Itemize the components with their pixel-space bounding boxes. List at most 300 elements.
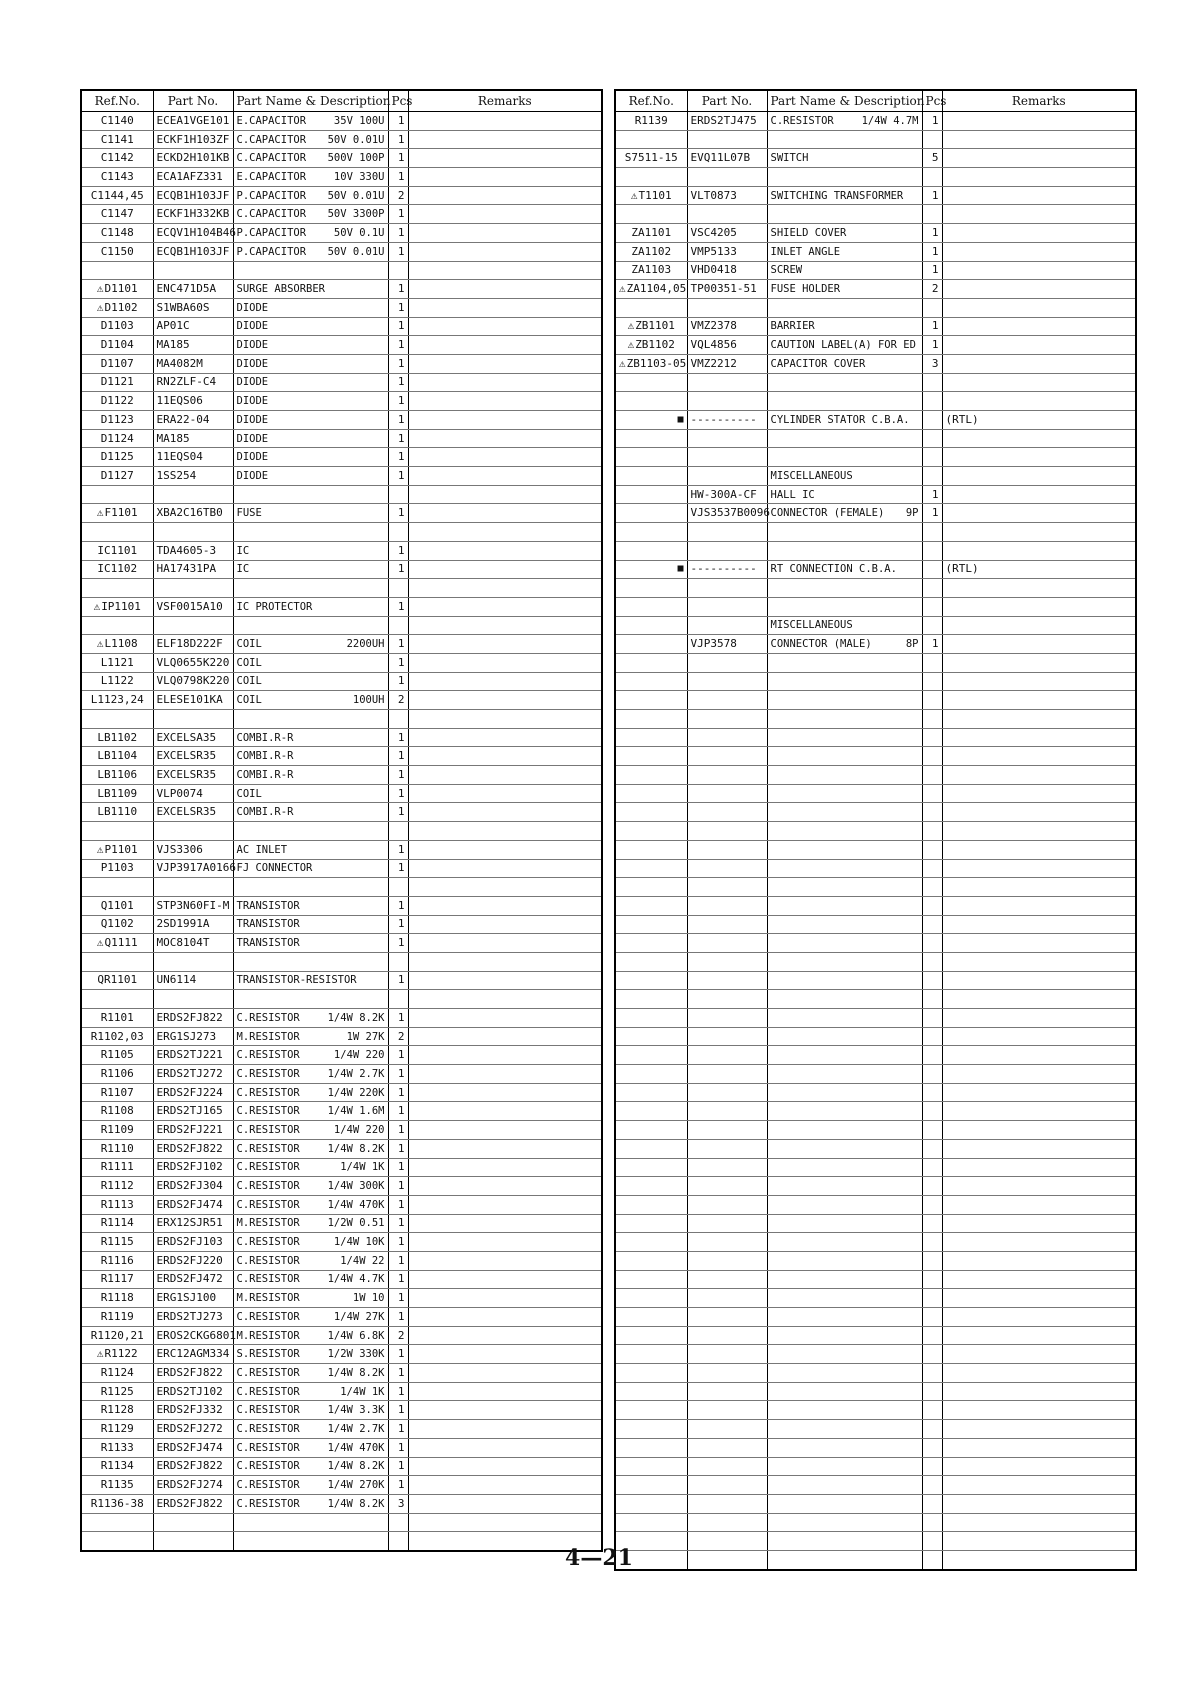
pcs-cell (388, 467, 408, 486)
ref-cell (81, 840, 153, 859)
table-row (81, 579, 602, 598)
ref-cell (81, 1364, 153, 1383)
part-number: ECQB1H103JF (156, 244, 230, 258)
description-cell (767, 803, 922, 822)
part-number-cell (687, 336, 767, 355)
remarks-cell (942, 392, 1136, 411)
header-pcs: Pcs (388, 90, 408, 112)
pcs-cell (922, 186, 942, 205)
table-row (81, 560, 602, 579)
part-spec: 1/4W 2.7K (327, 1422, 385, 1435)
description-cell (767, 1457, 922, 1476)
part-number-cell (687, 149, 767, 168)
table-row (81, 261, 602, 280)
part-number-cell (687, 915, 767, 934)
ref-number: D1125 (100, 450, 134, 464)
remarks-cell (942, 1308, 1136, 1327)
table-row (615, 1345, 1136, 1364)
pcs-cell (922, 1420, 942, 1439)
pcs-cell (922, 448, 942, 467)
part-number: EXCELSR35 (156, 767, 217, 781)
ref-number: IC1102 (97, 562, 138, 576)
part-number: ERDS2TJ272 (156, 1066, 223, 1080)
part-number: ERDS2FJ103 (156, 1235, 223, 1249)
remarks-cell (408, 112, 602, 131)
part-name: FJ CONNECTOR (236, 862, 313, 875)
part-number-cell (153, 1494, 233, 1513)
description-cell (233, 354, 388, 373)
table-row (81, 298, 602, 317)
table-row (615, 112, 1136, 131)
pcs-cell (922, 467, 942, 486)
part-number-cell (687, 205, 767, 224)
remarks-cell (942, 747, 1136, 766)
part-number: ECQB1H103JF (156, 188, 230, 202)
pcs-cell (388, 541, 408, 560)
description-cell (233, 1121, 388, 1140)
pcs-cell (922, 1195, 942, 1214)
ref-cell (615, 354, 687, 373)
part-number: EROS2CKG6801 (156, 1328, 236, 1342)
ref-cell (615, 728, 687, 747)
remarks-cell (942, 280, 1136, 299)
part-number-cell (687, 635, 767, 654)
description-cell (233, 467, 388, 486)
pcs-cell (922, 523, 942, 542)
table-row (615, 1102, 1136, 1121)
remarks-cell (942, 523, 1136, 542)
ref-cell (615, 1195, 687, 1214)
ref-cell (81, 317, 153, 336)
pcs-cell (388, 1382, 408, 1401)
description-cell (233, 280, 388, 299)
ref-cell (81, 728, 153, 747)
part-number-cell (153, 130, 233, 149)
part-name: COMBI.R-R (236, 731, 294, 744)
remarks-cell (942, 1121, 1136, 1140)
pcs-cell (388, 1457, 408, 1476)
description-cell (233, 1494, 388, 1513)
remarks-cell (408, 597, 602, 616)
table-row (81, 1289, 602, 1308)
table-row (615, 1326, 1136, 1345)
remarks-cell (408, 803, 602, 822)
ref-cell (81, 971, 153, 990)
part-name: E.CAPACITOR (236, 170, 307, 183)
remarks-cell (408, 1065, 602, 1084)
pcs-count: 1 (397, 394, 405, 408)
description-cell (233, 130, 388, 149)
table-row (81, 859, 602, 878)
remarks-cell (408, 1027, 602, 1046)
ref-number: ZA1104,05 (626, 282, 687, 296)
ref-number: R1101 (100, 1010, 134, 1024)
pcs-cell (388, 803, 408, 822)
part-number-cell (687, 1364, 767, 1383)
remarks-cell (408, 1289, 602, 1308)
ref-number: D1122 (100, 394, 134, 408)
part-name: COMBI.R-R (236, 806, 294, 819)
remarks-cell (942, 766, 1136, 785)
part-number: ERDS2TJ165 (156, 1104, 223, 1118)
ref-cell (615, 1308, 687, 1327)
remarks-cell (408, 1046, 602, 1065)
description-cell (233, 242, 388, 261)
remarks-cell (408, 710, 602, 729)
table-row (615, 1457, 1136, 1476)
part-number: ERDS2FJ822 (156, 1010, 223, 1024)
part-number-cell (153, 1009, 233, 1028)
ref-cell (81, 1046, 153, 1065)
ref-cell (81, 504, 153, 523)
remarks-cell (408, 354, 602, 373)
remarks-cell (408, 1177, 602, 1196)
pcs-count: 1 (397, 767, 405, 781)
pcs-cell (922, 653, 942, 672)
part-number-cell (153, 597, 233, 616)
table-row (615, 915, 1136, 934)
description-cell (233, 597, 388, 616)
pcs-count: 1 (931, 188, 939, 202)
part-spec: 1/4W 220 (333, 1123, 385, 1136)
part-number-cell (687, 280, 767, 299)
table-row (81, 149, 602, 168)
part-name: C.RESISTOR (236, 1404, 300, 1417)
remarks-cell (942, 467, 1136, 486)
table-row (615, 560, 1136, 579)
table-row (81, 635, 602, 654)
description-cell (767, 653, 922, 672)
pcs-cell (922, 411, 942, 430)
pcs-cell (388, 822, 408, 841)
remarks-cell (408, 635, 602, 654)
remarks-cell (408, 840, 602, 859)
part-number-cell (153, 1083, 233, 1102)
pcs-cell (922, 1121, 942, 1140)
ref-cell (81, 1233, 153, 1252)
description-cell (233, 1009, 388, 1028)
description-cell (233, 149, 388, 168)
part-number: ERDS2FJ474 (156, 1440, 223, 1454)
part-number-cell (687, 392, 767, 411)
ref-cell (615, 1401, 687, 1420)
table-row (615, 1401, 1136, 1420)
description-cell (767, 1046, 922, 1065)
table-row (615, 784, 1136, 803)
table-row (615, 710, 1136, 729)
part-number-cell (153, 1251, 233, 1270)
part-name: COIL (236, 675, 262, 688)
pcs-cell (388, 1289, 408, 1308)
part-number-cell (687, 616, 767, 635)
pcs-cell (388, 1401, 408, 1420)
part-name: C.RESISTOR (236, 1180, 300, 1193)
part-number-cell (153, 710, 233, 729)
table-row (81, 1438, 602, 1457)
pcs-cell (922, 1513, 942, 1532)
remarks-cell (408, 411, 602, 430)
pcs-cell (922, 298, 942, 317)
part-number: ERDS2FJ224 (156, 1085, 223, 1099)
remarks-cell (942, 1401, 1136, 1420)
table-row (81, 168, 602, 187)
part-number-cell (153, 990, 233, 1009)
table-row (81, 1513, 602, 1532)
remarks-cell (408, 1476, 602, 1495)
ref-cell (615, 1102, 687, 1121)
ref-cell (615, 616, 687, 635)
description-cell (767, 990, 922, 1009)
ref-number: C1147 (100, 207, 134, 221)
pcs-count: 1 (397, 1403, 405, 1417)
pcs-cell (388, 429, 408, 448)
pcs-cell (922, 560, 942, 579)
part-number: ERDS2FJ274 (156, 1478, 223, 1492)
ref-cell (615, 205, 687, 224)
table-row (615, 1083, 1136, 1102)
part-number-cell (153, 952, 233, 971)
ref-cell (615, 560, 687, 579)
ref-cell (615, 1326, 687, 1345)
remarks-cell (942, 205, 1136, 224)
table-row (615, 635, 1136, 654)
remarks-cell (942, 616, 1136, 635)
ref-cell (81, 616, 153, 635)
ref-cell (81, 803, 153, 822)
remarks-cell (942, 1476, 1136, 1495)
part-number-cell (687, 766, 767, 785)
table-row (81, 429, 602, 448)
pcs-cell (922, 1065, 942, 1084)
pcs-count: 1 (397, 1197, 405, 1211)
description-cell (233, 1195, 388, 1214)
table-row (615, 149, 1136, 168)
remarks-cell (942, 336, 1136, 355)
remarks-cell (408, 448, 602, 467)
part-name: DIODE (236, 339, 269, 352)
description-cell (767, 859, 922, 878)
ref-cell (81, 1139, 153, 1158)
pcs-cell (922, 691, 942, 710)
part-name: DIODE (236, 432, 269, 445)
description-cell (767, 560, 922, 579)
description-cell (767, 1513, 922, 1532)
ref-cell (81, 1270, 153, 1289)
description-cell (767, 261, 922, 280)
ref-number: R1119 (100, 1309, 134, 1323)
part-number-cell (687, 485, 767, 504)
pcs-count: 1 (931, 225, 939, 239)
remarks-cell (408, 915, 602, 934)
remarks-cell (408, 1457, 602, 1476)
pcs-cell (922, 1476, 942, 1495)
table-row (615, 803, 1136, 822)
ref-number: C1148 (100, 225, 134, 239)
ref-cell (81, 1420, 153, 1439)
part-number-cell (687, 1382, 767, 1401)
table-row (81, 616, 602, 635)
part-spec: 1/4W 8.2K (327, 1011, 385, 1024)
part-name: DIODE (236, 376, 269, 389)
ref-cell (615, 597, 687, 616)
pcs-cell (922, 1027, 942, 1046)
table-row (81, 1476, 602, 1495)
ref-cell (615, 915, 687, 934)
part-spec: 1/4W 22 (340, 1254, 385, 1267)
part-spec: 1/4W 220 (333, 1049, 385, 1062)
ref-number: ZB1103-05 (626, 356, 687, 370)
remarks-cell (942, 840, 1136, 859)
pcs-count: 1 (397, 1160, 405, 1174)
pcs-count: 5 (931, 151, 939, 165)
pcs-cell (388, 1046, 408, 1065)
pcs-cell (388, 1345, 408, 1364)
part-number-cell (153, 1233, 233, 1252)
description-cell (767, 186, 922, 205)
remarks-cell (408, 298, 602, 317)
table-row (81, 112, 602, 131)
pcs-cell (922, 1382, 942, 1401)
ref-cell (81, 1009, 153, 1028)
part-spec: 8P (905, 638, 919, 651)
table-row (615, 1139, 1136, 1158)
table-row (615, 1121, 1136, 1140)
pcs-count: 1 (931, 637, 939, 651)
ref-cell (615, 934, 687, 953)
ref-cell (81, 1326, 153, 1345)
table-row (81, 971, 602, 990)
pcs-cell (388, 186, 408, 205)
part-name: TRANSISTOR (236, 937, 300, 950)
ref-number: R1111 (100, 1160, 134, 1174)
part-number-cell (687, 504, 770, 523)
part-spec: 50V 0.01U (327, 133, 385, 146)
part-number-cell (153, 1420, 233, 1439)
description-cell (767, 317, 922, 336)
part-name: INLET ANGLE (770, 245, 841, 258)
remarks-cell (942, 1233, 1136, 1252)
part-number: 11EQS06 (156, 394, 203, 408)
pcs-count: 1 (397, 1291, 405, 1305)
remarks-cell (408, 130, 602, 149)
part-name: M.RESISTOR (236, 1329, 300, 1342)
ref-cell (615, 186, 687, 205)
pcs-cell (922, 971, 942, 990)
part-number: ERDS2FJ304 (156, 1179, 223, 1193)
pcs-cell (922, 149, 942, 168)
description-cell (233, 915, 388, 934)
part-number-cell (687, 896, 767, 915)
ref-number: R1102,03 (90, 1029, 144, 1043)
ref-number: D1101 (104, 282, 138, 296)
ref-cell (81, 1513, 153, 1532)
part-number: ERDS2FJ102 (156, 1160, 223, 1174)
pcs-cell (388, 878, 408, 897)
pcs-count: 1 (397, 898, 405, 912)
table-row (81, 822, 602, 841)
description-cell (767, 1326, 922, 1345)
part-name: C.RESISTOR (236, 1011, 300, 1024)
pcs-cell (388, 168, 408, 187)
part-number-cell (153, 672, 233, 691)
pcs-count: 1 (397, 842, 405, 856)
pcs-count: 1 (397, 338, 405, 352)
part-number-cell (687, 467, 767, 486)
description-cell (767, 1195, 922, 1214)
remarks-cell (942, 1083, 1136, 1102)
table-row (81, 1251, 602, 1270)
ref-number: D1107 (100, 356, 134, 370)
table-row (81, 803, 602, 822)
table-row (81, 1065, 602, 1084)
description-cell (767, 1251, 922, 1270)
pcs-cell (922, 672, 942, 691)
part-spec: 100UH (352, 694, 385, 707)
description-cell (233, 448, 388, 467)
part-number-cell (153, 112, 233, 131)
ref-cell (81, 354, 153, 373)
description-cell (767, 1009, 922, 1028)
ref-number: D1121 (100, 375, 134, 389)
table-row (81, 205, 602, 224)
part-spec: 2200UH (346, 638, 385, 651)
ref-cell (81, 1102, 153, 1121)
part-name: C.RESISTOR (236, 1366, 300, 1379)
description-cell (767, 1177, 922, 1196)
part-number-cell (687, 1046, 767, 1065)
remarks-cell (942, 934, 1136, 953)
description-cell (767, 1289, 922, 1308)
ref-number: R1110 (100, 1141, 134, 1155)
remarks-cell (408, 822, 602, 841)
part-spec: 1/4W 10K (333, 1236, 385, 1249)
pcs-cell (388, 934, 408, 953)
part-name: C.CAPACITOR (236, 133, 307, 146)
description-cell (233, 803, 388, 822)
pcs-count: 1 (397, 1421, 405, 1435)
pcs-count: 1 (397, 450, 405, 464)
part-number-cell (687, 1326, 767, 1345)
pcs-cell (388, 728, 408, 747)
ref-cell (615, 280, 687, 299)
ref-number: R1120,21 (90, 1328, 144, 1342)
part-number: VLQ0798K220 (156, 674, 230, 688)
description-cell (767, 896, 922, 915)
remarks-cell (942, 1214, 1136, 1233)
table-row (615, 747, 1136, 766)
part-spec: 1W 10 (352, 1292, 385, 1305)
ref-cell (81, 672, 153, 691)
table-row (81, 242, 602, 261)
part-number-cell (153, 186, 233, 205)
part-number-cell (153, 168, 233, 187)
ref-cell (615, 822, 687, 841)
description-cell (233, 112, 388, 131)
ref-cell (615, 672, 687, 691)
part-number-cell (153, 1326, 236, 1345)
pcs-cell (388, 635, 408, 654)
pcs-cell (922, 1494, 942, 1513)
pcs-cell (922, 1326, 942, 1345)
pcs-cell (388, 896, 408, 915)
remarks-cell (408, 523, 602, 542)
pcs-count: 1 (397, 1216, 405, 1230)
description-cell (233, 1065, 388, 1084)
part-number-cell (687, 1420, 767, 1439)
remarks-cell (408, 653, 602, 672)
pcs-cell (388, 990, 408, 1009)
part-name: C.RESISTOR (236, 1236, 300, 1249)
